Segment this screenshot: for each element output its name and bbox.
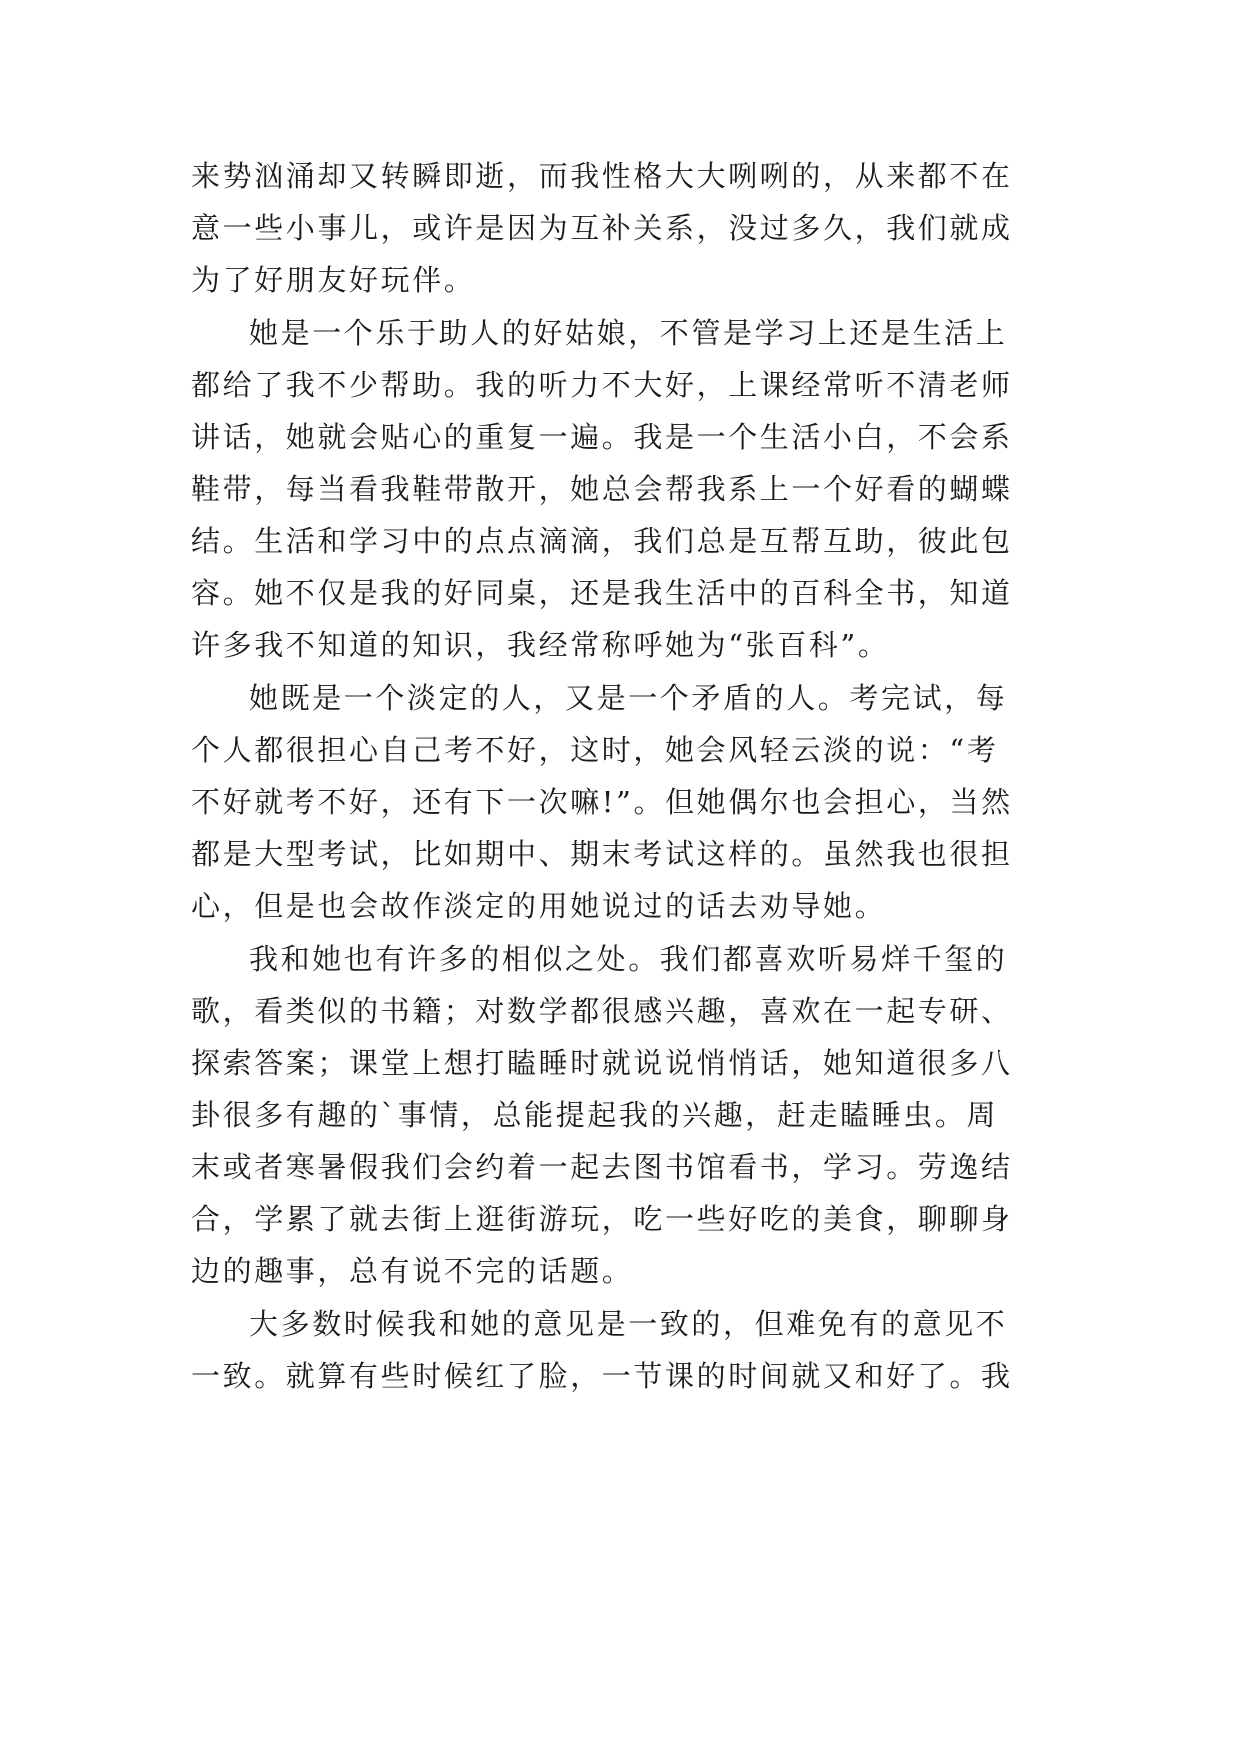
text-line: 边的趣事，总有说不完的话题。	[191, 1254, 634, 1288]
text-line: 歌，看类似的书籍；对数学都很感兴趣，喜欢在一起专研、	[191, 994, 1013, 1028]
text-line: 她既是一个淡定的人，又是一个矛盾的人。考完试，每	[249, 681, 1008, 715]
text-line: 为了好朋友好玩伴。	[191, 263, 476, 297]
paragraph-5	[191, 1298, 1061, 1402]
text-line: 来势汹涌却又转瞬即逝，而我性格大大咧咧的，从来都不在	[191, 159, 1013, 193]
text-line: 个人都很担心自己考不好，这时，她会风轻云淡的说：“考	[191, 733, 999, 767]
text-line: 她是一个乐于助人的好姑娘，不管是学习上还是生活上	[249, 316, 1008, 350]
text-line: 合，学累了就去街上逛街游玩，吃一些好吃的美食，聊聊身	[191, 1202, 1013, 1236]
text-line: 讲话，她就会贴心的重复一遍。我是一个生活小白，不会系	[191, 420, 1013, 454]
text-line: 结。生活和学习中的点点滴滴，我们总是互帮互助，彼此包	[191, 524, 1013, 558]
text-line: 鞋带，每当看我鞋带散开，她总会帮我系上一个好看的蝴蝶	[191, 472, 1013, 506]
text-line: 心，但是也会故作淡定的用她说过的话去劝导她。	[191, 889, 887, 923]
text-line: 意一些小事儿，或许是因为互补关系，没过多久，我们就成	[191, 211, 1013, 245]
text-line: 探索答案；课堂上想打瞌睡时就说说悄悄话，她知道很多八	[191, 1046, 1013, 1080]
paragraph-2	[191, 307, 1061, 671]
paragraph-3	[191, 672, 1061, 932]
text-line: 卦很多有趣的`事情，总能提起我的兴趣，赶走瞌睡虫。周	[191, 1098, 999, 1132]
text-line: 都是大型考试，比如期中、期末考试这样的。虽然我也很担	[191, 837, 1013, 871]
text-line: 末或者寒暑假我们会约着一起去图书馆看书，学习。劳逸结	[191, 1150, 1013, 1184]
text-line: 都给了我不少帮助。我的听力不大好，上课经常听不清老师	[191, 368, 1013, 402]
text-line: 我和她也有许多的相似之处。我们都喜欢听易烊千玺的	[249, 942, 1008, 976]
document-page	[191, 150, 1061, 1403]
paragraph-1	[191, 150, 1061, 306]
paragraph-4	[191, 933, 1061, 1297]
text-line: 一致。就算有些时候红了脸，一节课的时间就又和好了。我	[191, 1359, 1013, 1393]
text-line: 容。她不仅是我的好同桌，还是我生活中的百科全书，知道	[191, 576, 1013, 610]
text-line: 许多我不知道的知识，我经常称呼她为“张百科”。	[191, 628, 890, 662]
text-line: 大多数时候我和她的意见是一致的，但难免有的意见不	[249, 1307, 1008, 1341]
text-line: 不好就考不好，还有下一次嘛!”。但她偶尔也会担心，当然	[191, 785, 1013, 819]
